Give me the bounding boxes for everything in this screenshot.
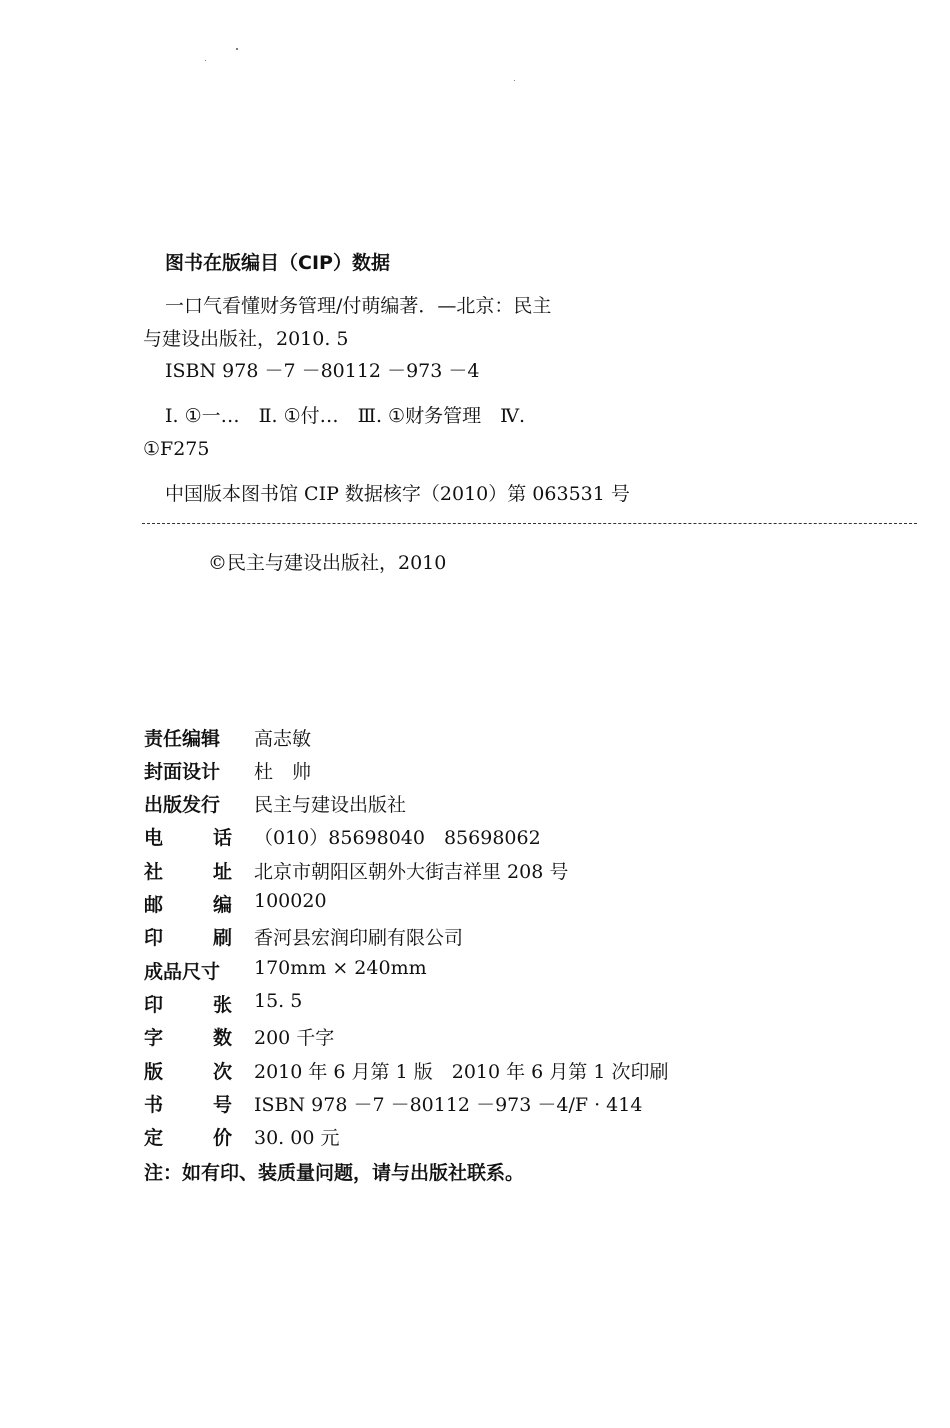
info-label: 书 号	[144, 1094, 232, 1116]
scan-speck	[236, 48, 238, 50]
cip-line-title: 一口气看懂财务管理/付萌编著．—北京：民主	[165, 295, 552, 317]
info-label: 印 刷	[144, 927, 232, 949]
info-label: 定 价	[144, 1127, 232, 1149]
info-label: 责任编辑	[144, 728, 221, 750]
info-value: 香河县宏润印刷有限公司	[254, 927, 464, 949]
scan-speck	[205, 60, 206, 61]
dashed-divider	[142, 523, 917, 524]
info-label: 封面设计	[144, 761, 221, 783]
info-value: 高志敏	[254, 728, 312, 750]
cip-line-publisher: 与建设出版社，2010. 5	[143, 328, 349, 350]
quality-note: 注：如有印、装质量问题，请与出版社联系。	[144, 1162, 525, 1184]
cip-line-isbn: ISBN 978 －7 －80112 －973 －4	[165, 360, 480, 382]
info-value: （010）85698040 85698062	[254, 827, 541, 849]
scan-speck	[514, 80, 515, 81]
info-label: 字 数	[144, 1027, 232, 1049]
info-label: 社 址	[144, 861, 232, 883]
info-label: 电 话	[144, 827, 232, 849]
info-value: 100020	[254, 890, 327, 912]
info-value: 200 千字	[254, 1027, 335, 1049]
info-value: 30. 00 元	[254, 1127, 340, 1149]
info-label: 成品尺寸	[144, 961, 221, 983]
info-value: 170mm × 240mm	[254, 957, 427, 979]
info-value: 北京市朝阳区朝外大街吉祥里 208 号	[254, 861, 569, 883]
cip-line-record-number: 中国版本图书馆 CIP 数据核字（2010）第 063531 号	[165, 483, 630, 505]
cip-line-subjects: Ⅰ. ①一… Ⅱ. ①付… Ⅲ. ①财务管理 Ⅳ.	[165, 405, 526, 427]
info-label: 印 张	[144, 994, 232, 1016]
info-value: ISBN 978 －7 －80112 －973 －4/F · 414	[254, 1094, 643, 1116]
info-value: 民主与建设出版社	[254, 794, 407, 816]
cip-line-classification: ①F275	[143, 438, 210, 460]
copyright-line: ©民主与建设出版社，2010	[208, 552, 447, 574]
info-value: 15. 5	[254, 990, 303, 1012]
info-label: 邮 编	[144, 894, 232, 916]
info-value: 2010 年 6 月第 1 版 2010 年 6 月第 1 次印刷	[254, 1061, 669, 1083]
info-label: 出版发行	[144, 794, 221, 816]
info-value: 杜 帅	[254, 761, 312, 783]
cip-heading: 图书在版编目（CIP）数据	[165, 252, 390, 274]
info-label: 版 次	[144, 1061, 232, 1083]
